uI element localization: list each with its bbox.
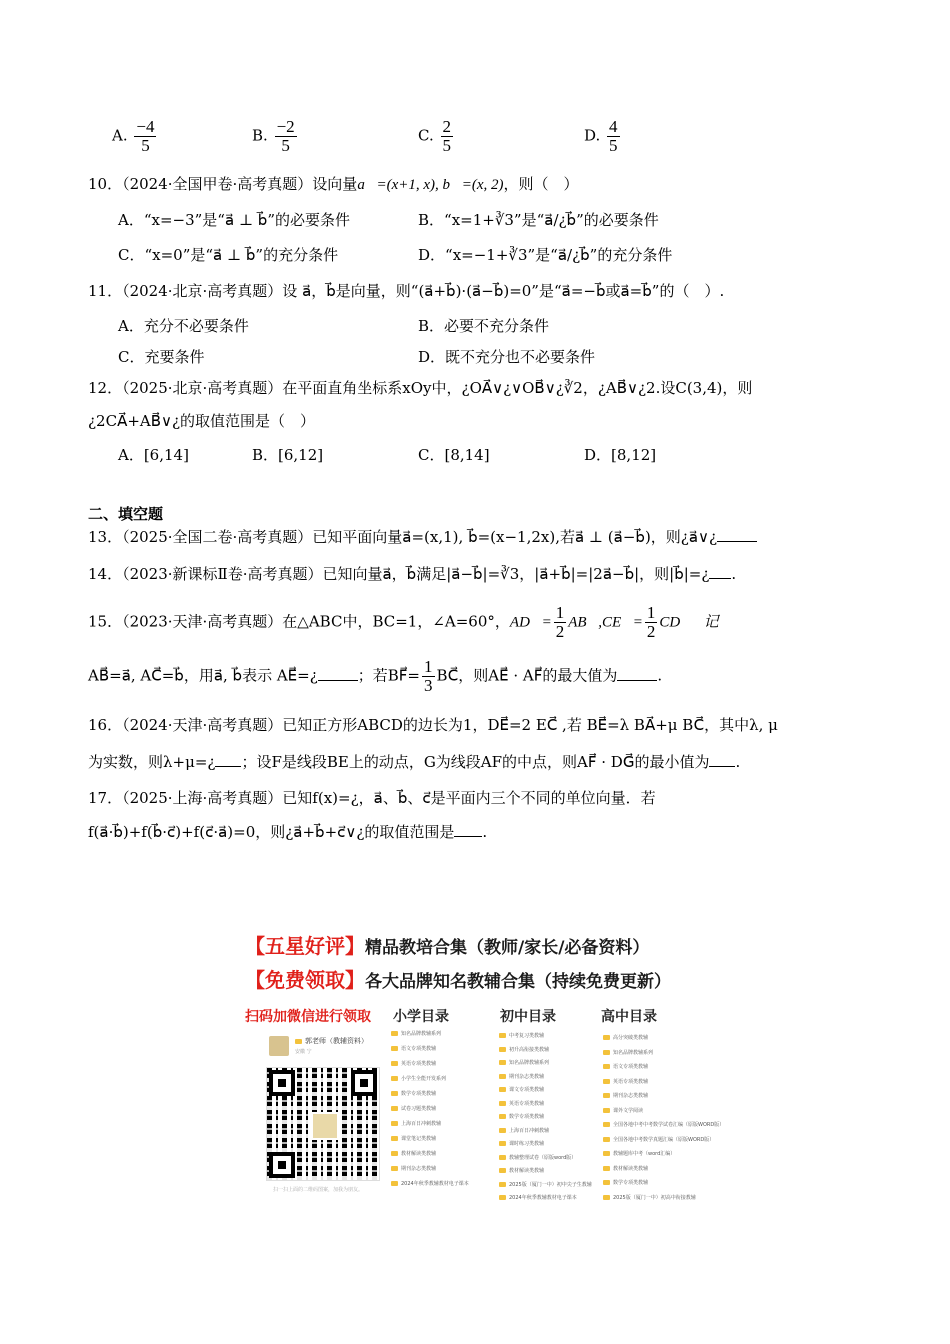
q17-line2a: f(a⃗·b⃗)+f(b⃗·c⃗)+f(c⃗·a⃗)=0，则¿a⃗+b⃗+c⃗∨¿的取值范围是 <box>88 823 455 841</box>
qr-finder <box>269 1152 295 1178</box>
promo-tag: 【免费领取】 <box>245 968 365 992</box>
q12-stem-line1: 12．（2025·北京·高考真题）在平面直角坐标系xOy中，¿OA⃗∨¿∨OB⃗∨¿∛2，¿AB⃗∨¿2.设C(3,4)，则 <box>88 379 753 397</box>
folder-item: 全国各地中考数学真题汇编（原版WORD版） <box>603 1136 714 1143</box>
q12-option-b: B．[6,12] <box>252 446 324 464</box>
q13-stem-text: 13．（2025·全国二卷·高考真题）已知平面向量a⃗=(x,1), b⃗=(x−1,2x),若a⃗ ⊥ (a⃗−b⃗)，则¿a⃗∨¿ <box>88 528 718 546</box>
folder-item: 课外文学阅读 <box>603 1107 643 1114</box>
folder-item: 知名品牌教辅系列 <box>499 1059 549 1066</box>
folder-item: 上海百日冲刺教辅 <box>391 1120 441 1127</box>
contact-name-text: 郭老师（教辅资料） <box>305 1037 368 1045</box>
folder-item: 2025版（厦门一中）初高中衔接教辅 <box>603 1194 696 1201</box>
option-label: A. <box>112 126 128 145</box>
folder-item: 知名品牌教辅系列 <box>391 1030 441 1037</box>
q15-line1 <box>88 604 719 641</box>
q14-stem-text: 14．（2023·新课标Ⅱ卷·高考真题）已知向量a⃗，b⃗满足|a⃗−b⃗|=∛3，|a⃗+b⃗|=|2a⃗−b⃗|，则|b⃗|=¿ <box>88 565 710 583</box>
q12-option-d: D．[8,12] <box>584 446 657 464</box>
fraction-numerator: 4 <box>609 117 618 136</box>
qr-logo <box>311 1112 339 1140</box>
q14-end: . <box>731 565 737 583</box>
folder-item: 2024年秋季教辅教材电子课本 <box>391 1180 469 1187</box>
contact-name <box>295 1036 368 1046</box>
promo-tag: 【五星好评】 <box>245 934 365 958</box>
q17-line2b: . <box>482 823 488 841</box>
folder-item: 数学专项类教辅 <box>603 1179 648 1186</box>
fraction-numerator: 1 <box>555 603 565 622</box>
fraction-denominator: 5 <box>281 136 290 155</box>
folder-item: 2025版（厦门一中）初中尖子生教辅 <box>499 1181 592 1188</box>
folder-item: 教材解读类教辅 <box>499 1167 544 1174</box>
q10-stem-prefix: 10．（2024·全国甲卷·高考真题）设向量 <box>88 175 358 193</box>
q16-line2c: . <box>735 753 741 771</box>
folder-item: 试卷习题类教辅 <box>391 1105 436 1112</box>
q10-stem-math: a⃗=(x+1, x), b⃗=(x, 2) <box>357 177 504 193</box>
q16-line1: 16．（2024·天津·高考真题）已知正方形ABCD的边长为1，DE⃗=2 EC⃗ ,若 BE⃗=λ BA⃗+μ BC⃗，其中λ, μ <box>88 716 778 734</box>
fraction-denominator: 2 <box>646 622 656 641</box>
promo-scan-text: 扫码加微信进行领取 <box>245 1009 371 1025</box>
fraction-denominator: 3 <box>424 676 433 695</box>
q15-cd: CD⃗，记 <box>659 614 719 631</box>
q10-stem-suffix: ，则（ ） <box>503 175 579 193</box>
q15-line2d: . <box>657 666 663 685</box>
folder-item: 英语专项类教辅 <box>499 1100 544 1107</box>
q15-ab: AB⃗, <box>568 614 602 631</box>
promo-row-2 <box>245 964 671 993</box>
qr-finder <box>351 1070 377 1096</box>
q12-option-a: A．[6,14] <box>118 446 189 464</box>
contact-sub: 安徽 宁 <box>295 1049 312 1055</box>
column-title-middle: 初中目录 <box>500 1009 556 1025</box>
fraction-numerator: 1 <box>424 657 433 676</box>
folder-item: 期刊杂志类教辅 <box>499 1073 544 1080</box>
fraction <box>441 118 454 155</box>
option-label: B. <box>252 126 268 145</box>
q12-option-c: C．[8,14] <box>418 446 490 464</box>
q9-option-d <box>584 118 622 155</box>
q10-option-b: B．“x=1+∛3”是“a⃗/¿b⃗”的必要条件 <box>418 211 659 229</box>
q10-option-a: A．“x=−3”是“a⃗ ⊥ b⃗”的必要条件 <box>118 211 351 229</box>
q10-stem <box>88 174 578 195</box>
q9-option-b <box>252 118 299 155</box>
q12-stem-line2: ¿2CA⃗+AB⃗∨¿的取值范围是（ ） <box>88 412 316 430</box>
qr-finder <box>269 1070 295 1096</box>
promo-banner <box>245 928 725 1201</box>
fraction <box>645 604 658 641</box>
folder-item: 教辅整理试卷（原版word版） <box>499 1154 576 1161</box>
q9-option-a <box>112 118 158 155</box>
folder-item: 期刊杂志类教辅 <box>391 1165 436 1172</box>
qr-caption: 扫一扫上面的二维码图案，加我为朋友。 <box>273 1187 364 1193</box>
fraction <box>607 118 620 155</box>
folder-item: 英语专项类教辅 <box>391 1060 436 1067</box>
q11-option-c: C．充要条件 <box>118 348 205 366</box>
fraction-denominator: 5 <box>141 136 150 155</box>
folder-item: 知名品牌教辅系列 <box>603 1049 653 1056</box>
answer-blank[interactable] <box>717 527 757 542</box>
promo-text: 各大品牌知名教辅合集（持续免费更新） <box>365 972 671 992</box>
folder-item: 初升高衔接类教辅 <box>499 1046 549 1053</box>
folder-item: 2024年秋季教辅教材电子课本 <box>499 1194 577 1201</box>
answer-blank[interactable] <box>454 822 482 837</box>
q16-line2 <box>88 752 740 772</box>
section-title-fill-in: 二、填空题 <box>88 505 164 523</box>
q9-option-c <box>418 118 455 155</box>
answer-blank[interactable] <box>318 666 358 681</box>
folder-item: 数学专项类教辅 <box>391 1090 436 1097</box>
q15-line2 <box>88 658 662 695</box>
q15-line2b: ；若BF⃗= <box>357 666 420 685</box>
q17-line1: 17．（2025·上海·高考真题）已知f(x)=¿，a⃗、b⃗、c⃗是平面内三个不同的单位向量．若 <box>88 789 656 807</box>
qr-code <box>267 1068 379 1180</box>
fraction-denominator: 5 <box>442 136 451 155</box>
folder-item: 中考复习类教辅 <box>499 1032 544 1039</box>
answer-blank[interactable] <box>617 666 657 681</box>
fraction <box>134 118 156 155</box>
option-label: C. <box>418 126 434 145</box>
fraction-numerator: −4 <box>136 117 155 136</box>
folder-item: 教材解读类教辅 <box>391 1150 436 1157</box>
folder-item: 英语专项类教辅 <box>603 1078 648 1085</box>
folder-item: 全国各地中考中考数学试卷汇编（原版WORD版） <box>603 1121 724 1128</box>
avatar <box>269 1036 289 1056</box>
fraction-numerator: −2 <box>276 117 295 136</box>
option-label: D. <box>584 126 601 145</box>
folder-item: 教材解读类教辅 <box>603 1165 648 1172</box>
column-title-high: 高中目录 <box>601 1009 657 1025</box>
q15-ad: AD⃗= <box>509 614 552 631</box>
fraction <box>422 658 435 695</box>
q11-option-d: D．既不充分也不必要条件 <box>418 348 596 366</box>
answer-blank[interactable] <box>215 752 241 767</box>
q16-line2b: ；设F是线段BE上的动点，G为线段AF的中点，则AF⃗ · DG⃗的最小值为 <box>241 753 710 771</box>
q15-ce: CE⃗= <box>601 614 643 631</box>
q11-option-b: B．必要不充分条件 <box>418 317 550 335</box>
folder-item: 期刊杂志类教辅 <box>603 1092 648 1099</box>
column-title-primary: 小学目录 <box>393 1009 449 1025</box>
fraction-denominator: 2 <box>555 622 565 641</box>
promo-text: 精品教培合集（教师/家长/必备资料） <box>365 938 650 958</box>
q13-stem <box>88 527 757 547</box>
fraction-numerator: 1 <box>646 603 656 622</box>
folder-item: 语文专项类教辅 <box>603 1063 648 1070</box>
fraction-numerator: 2 <box>442 117 451 136</box>
q10-option-d: D．“x=−1+∛3”是“a⃗/¿b⃗”的充分条件 <box>418 246 673 264</box>
q16-line2a: 为实数，则λ+μ=¿ <box>88 753 216 771</box>
fraction <box>275 118 297 155</box>
q14-stem <box>88 564 736 584</box>
folder-item: 小学生全能开发系列 <box>391 1075 446 1082</box>
folder-item: 上海百日冲刺教辅 <box>499 1127 549 1134</box>
fraction-denominator: 5 <box>609 136 618 155</box>
q15-line2c: BC⃗，则AE⃗ · AF⃗的最大值为 <box>436 666 618 685</box>
answer-blank[interactable] <box>709 564 731 579</box>
q15-prefix: 15．（2023·天津·高考真题）在△ABC中，BC=1，∠A=60°， <box>88 612 510 631</box>
q17-line2 <box>88 822 487 842</box>
folder-item: 课文专项类教辅 <box>499 1086 544 1093</box>
promo-row-1 <box>245 930 649 959</box>
folder-item: 语文专项类教辅 <box>391 1045 436 1052</box>
q10-option-c: C．“x=0”是“a⃗ ⊥ b⃗”的充分条件 <box>118 246 339 264</box>
q11-option-a: A．充分不必要条件 <box>118 317 249 335</box>
answer-blank[interactable] <box>709 752 735 767</box>
q11-stem: 11．（2024·北京·高考真题）设 a⃗，b⃗是向量，则“(a⃗+b⃗)·(a⃗−b⃗)=0”是“a⃗=−b⃗或a⃗=b⃗”的（ ）. <box>88 282 725 300</box>
folder-item: 教辅题库中考（word汇编） <box>603 1150 675 1157</box>
folder-item: 高分突破类教辅 <box>603 1034 648 1041</box>
folder-item: 课时练习类教辅 <box>499 1140 544 1147</box>
fraction <box>554 604 567 641</box>
folder-item: 课堂笔记类教辅 <box>391 1135 436 1142</box>
q15-line2a: AB⃗=a⃗, AC⃗=b⃗，用a⃗, b⃗表示 AE⃗=¿ <box>88 666 318 685</box>
folder-item: 数学专项类教辅 <box>499 1113 544 1120</box>
